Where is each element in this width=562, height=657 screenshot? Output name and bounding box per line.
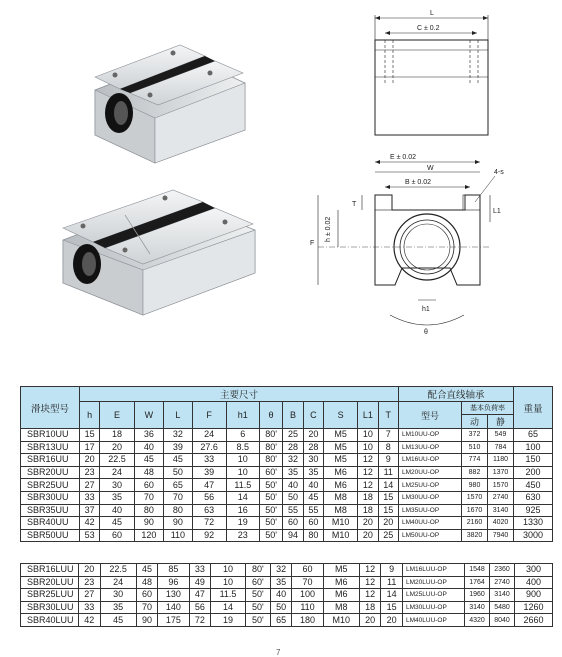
table-cell: 20 — [359, 614, 381, 627]
table-cell: 10 — [226, 466, 259, 479]
table-cell: 15 — [378, 491, 398, 504]
table-cell: 1960 — [465, 589, 490, 602]
page-number: 7 — [276, 648, 281, 657]
table-cell: 80 — [134, 504, 164, 517]
table-cell: 35 — [100, 491, 134, 504]
table-row — [21, 576, 553, 589]
table-row — [21, 454, 553, 467]
table-cell: 774 — [462, 454, 488, 467]
table-cell: M8 — [323, 601, 359, 614]
table-row — [21, 517, 553, 530]
table-cell: 1570 — [462, 491, 488, 504]
table-cell: 70 — [164, 491, 192, 504]
table-cell: 50' — [245, 614, 270, 627]
table-cell: 3140 — [490, 589, 515, 602]
table-cell: SBR13UU — [21, 441, 80, 454]
col-S: S — [324, 402, 358, 429]
table-cell: 11.5 — [226, 479, 259, 492]
table-cell: 2740 — [490, 576, 515, 589]
table-cell: 45 — [100, 614, 136, 627]
table-cell: 35 — [303, 466, 323, 479]
dim-L1-label: L1 — [493, 208, 501, 215]
table-cell: 1260 — [515, 601, 553, 614]
dim-h-label: h ± 0.02 — [325, 216, 332, 242]
table-cell: 1330 — [514, 517, 553, 530]
table-cell: LM13UU-OP — [399, 441, 462, 454]
table-cell: 24 — [192, 429, 226, 442]
table-cell: 32 — [283, 454, 303, 467]
table-cell: 450 — [514, 479, 553, 492]
table-cell: 9 — [378, 454, 398, 467]
table-cell: 14 — [378, 479, 398, 492]
col-E: E — [100, 402, 134, 429]
table-row — [21, 601, 553, 614]
table-row — [21, 504, 553, 517]
col-T: T — [378, 402, 398, 429]
table-cell: 70 — [292, 576, 323, 589]
dim-S-label: 4-s — [494, 169, 504, 176]
table-cell: 15 — [381, 601, 403, 614]
table-cell: 24 — [100, 466, 134, 479]
table-cell: 92 — [192, 529, 226, 542]
table-cell: 80 — [164, 504, 192, 517]
table-cell: 27 — [80, 479, 100, 492]
table-cell: 50 — [283, 491, 303, 504]
table-cell: 3820 — [462, 529, 488, 542]
col-bearing-model: 型号 — [399, 402, 462, 429]
table-cell: 90 — [164, 517, 192, 530]
table-cell: 80' — [259, 454, 283, 467]
table-cell: 33 — [189, 564, 211, 577]
front-view-drawing — [300, 150, 530, 340]
table-cell: 80 — [303, 529, 323, 542]
table-cell: 90 — [136, 614, 158, 627]
col-h1: h1 — [226, 402, 259, 429]
table-cell: 22.5 — [100, 564, 136, 577]
table-cell: 3140 — [465, 601, 490, 614]
table-cell: 45 — [303, 491, 323, 504]
table-cell: 27.6 — [192, 441, 226, 454]
table-cell: 1180 — [488, 454, 514, 467]
table-cell: LM30LUU-OP — [403, 601, 465, 614]
table-cell: 12 — [358, 454, 378, 467]
table-cell: 18 — [358, 504, 378, 517]
table-cell: LM40LUU-OP — [403, 614, 465, 627]
dim-W-label: W — [427, 165, 434, 172]
table-cell: 25 — [283, 429, 303, 442]
table-cell: 56 — [189, 601, 211, 614]
table-cell: 12 — [358, 466, 378, 479]
table-cell: M6 — [324, 466, 358, 479]
table-cell: 32 — [164, 429, 192, 442]
table-cell: 49 — [189, 576, 211, 589]
table-cell: 180 — [292, 614, 323, 627]
table-cell: 1670 — [462, 504, 488, 517]
dim-E-label: E ± 0.02 — [390, 154, 417, 161]
table-row — [21, 589, 553, 602]
table-cell: 65 — [164, 479, 192, 492]
table-cell: 14 — [211, 601, 246, 614]
table-cell: 40 — [270, 589, 292, 602]
col-main-dims-header: 主要尺寸 — [80, 387, 399, 402]
table-cell: 16 — [226, 504, 259, 517]
table-cell: 20 — [79, 564, 101, 577]
table-cell: 7940 — [488, 529, 514, 542]
table-cell: 900 — [515, 589, 553, 602]
table-cell: 60' — [259, 466, 283, 479]
table-cell: 175 — [158, 614, 189, 627]
table-cell: 510 — [462, 441, 488, 454]
table-cell: 11 — [378, 466, 398, 479]
table-cell: 70 — [134, 491, 164, 504]
table-row — [21, 491, 553, 504]
table-cell: 130 — [158, 589, 189, 602]
table-cell: 47 — [189, 589, 211, 602]
table-row — [21, 429, 553, 442]
table-cell: LM16LUU-OP — [403, 564, 465, 577]
table-cell: 200 — [514, 466, 553, 479]
table-cell: 25 — [378, 529, 398, 542]
table-cell: 24 — [100, 576, 136, 589]
table-cell: 72 — [192, 517, 226, 530]
table-cell: 20 — [80, 454, 100, 467]
table-cell: 372 — [462, 429, 488, 442]
table-cell: 5480 — [490, 601, 515, 614]
table-cell: 50 — [164, 466, 192, 479]
table-cell: LM50UU-OP — [399, 529, 462, 542]
table-cell: 2660 — [515, 614, 553, 627]
dim-T-label: T — [352, 201, 357, 208]
table-cell: 39 — [192, 466, 226, 479]
table-cell: 60 — [136, 589, 158, 602]
table-cell: LM35UU-OP — [399, 504, 462, 517]
dim-C-label: C ± 0.2 — [417, 25, 440, 32]
table-cell: 55 — [303, 504, 323, 517]
table-cell: 65 — [514, 429, 553, 442]
table-row — [21, 479, 553, 492]
table-cell: 80' — [259, 429, 283, 442]
table-cell: 94 — [283, 529, 303, 542]
spec-table-luu — [20, 563, 553, 627]
table-cell: M10 — [323, 614, 359, 627]
table-cell: 100 — [514, 441, 553, 454]
table-cell: M5 — [323, 564, 359, 577]
table-cell: 4020 — [488, 517, 514, 530]
table-cell: 120 — [134, 529, 164, 542]
table-cell: 19 — [226, 517, 259, 530]
table-cell: 1570 — [488, 479, 514, 492]
table-cell: 63 — [192, 504, 226, 517]
table-cell: LM25LUU-OP — [403, 589, 465, 602]
table-cell: 12 — [359, 589, 381, 602]
table-cell: 15 — [80, 429, 100, 442]
table-cell: SBR16UU — [21, 454, 80, 467]
table-cell: 60 — [292, 564, 323, 577]
table-cell: M8 — [324, 491, 358, 504]
table-cell: 400 — [515, 576, 553, 589]
table-cell: 882 — [462, 466, 488, 479]
table-cell: 980 — [462, 479, 488, 492]
table-cell: SBR30UU — [21, 491, 80, 504]
table-cell: 6 — [226, 429, 259, 442]
table-cell: 50' — [245, 589, 270, 602]
table-cell: 300 — [515, 564, 553, 577]
table-cell: M5 — [324, 429, 358, 442]
table-cell: 10 — [226, 454, 259, 467]
table-cell: 60 — [134, 479, 164, 492]
table-cell: 18 — [358, 491, 378, 504]
table-cell: 50' — [259, 529, 283, 542]
table-cell: 784 — [488, 441, 514, 454]
table-cell: M6 — [324, 479, 358, 492]
table-cell: M5 — [324, 441, 358, 454]
table-cell: 28 — [303, 441, 323, 454]
table-cell: 35 — [283, 466, 303, 479]
table-cell: 65 — [270, 614, 292, 627]
table-cell: 60 — [303, 517, 323, 530]
table-cell: 110 — [292, 601, 323, 614]
col-F: F — [192, 402, 226, 429]
table-cell: 1764 — [465, 576, 490, 589]
table-cell: 8.5 — [226, 441, 259, 454]
table-cell: SBR20UU — [21, 466, 80, 479]
dim-L-label: L — [430, 10, 434, 17]
table-cell: 549 — [488, 429, 514, 442]
table-cell: 33 — [79, 601, 101, 614]
table-cell: 47 — [192, 479, 226, 492]
table-cell: 60 — [283, 517, 303, 530]
table-cell: 42 — [79, 614, 101, 627]
table-cell: 32 — [270, 564, 292, 577]
table-cell: SBR40UU — [21, 517, 80, 530]
table-cell: 150 — [514, 454, 553, 467]
table-cell: 37 — [80, 504, 100, 517]
table-cell: 14 — [381, 589, 403, 602]
table-cell: 35 — [100, 601, 136, 614]
table-cell: 50 — [270, 601, 292, 614]
table-cell: 15 — [378, 504, 398, 517]
dim-theta-label: θ — [424, 329, 428, 336]
table-cell: 23 — [80, 466, 100, 479]
table-cell: 35 — [270, 576, 292, 589]
table-cell: 100 — [292, 589, 323, 602]
table-cell: 40 — [100, 504, 134, 517]
table-cell: 7 — [378, 429, 398, 442]
table-cell: 60' — [245, 576, 270, 589]
table-cell: 20 — [303, 429, 323, 442]
table-cell: 925 — [514, 504, 553, 517]
table-cell: 18 — [359, 601, 381, 614]
table-cell: 10 — [211, 576, 246, 589]
table-cell: 140 — [158, 601, 189, 614]
table-cell: 30 — [100, 589, 136, 602]
table-cell: 85 — [158, 564, 189, 577]
table-cell: 33 — [192, 454, 226, 467]
table-cell: LM40UU-OP — [399, 517, 462, 530]
col-theta: θ — [259, 402, 283, 429]
table-cell: 2160 — [462, 517, 488, 530]
table-cell: 23 — [226, 529, 259, 542]
spec-table-uu — [20, 386, 553, 542]
table-cell: 50' — [259, 504, 283, 517]
table-cell: 50' — [259, 491, 283, 504]
col-model-header: 滑块型号 — [21, 387, 80, 429]
table-cell: 55 — [283, 504, 303, 517]
table-cell: 56 — [192, 491, 226, 504]
table-cell: 45 — [100, 517, 134, 530]
table-cell: 18 — [100, 429, 134, 442]
table-cell: 20 — [100, 441, 134, 454]
table-cell: LM25UU-OP — [399, 479, 462, 492]
table-cell: 28 — [283, 441, 303, 454]
table-cell: 8040 — [490, 614, 515, 627]
dim-h1-label: h1 — [422, 306, 430, 313]
table-cell: LM20UU-OP — [399, 466, 462, 479]
col-static: 静 — [488, 415, 514, 429]
table-cell: 20 — [358, 517, 378, 530]
table-cell: 2360 — [490, 564, 515, 577]
table-cell: 40 — [134, 441, 164, 454]
table-cell: 50' — [259, 479, 283, 492]
table-cell: 42 — [80, 517, 100, 530]
table-cell: SBR30LUU — [21, 601, 79, 614]
table-cell: M6 — [323, 576, 359, 589]
table-cell: 110 — [164, 529, 192, 542]
table-cell: M10 — [324, 529, 358, 542]
table-cell: 90 — [134, 517, 164, 530]
table-cell: 9 — [381, 564, 403, 577]
table-cell: LM16UU-OP — [399, 454, 462, 467]
table-cell: SBR20LUU — [21, 576, 79, 589]
col-dynamic: 动 — [462, 415, 488, 429]
table-cell: 20 — [358, 529, 378, 542]
table-cell: 17 — [80, 441, 100, 454]
table-cell: 45 — [134, 454, 164, 467]
col-basic-load: 基本负荷率 — [462, 402, 514, 415]
col-bearing-header: 配合直线轴承 — [399, 387, 514, 402]
table-cell: 96 — [158, 576, 189, 589]
side-view-drawing — [355, 5, 510, 150]
table-cell: SBR16LUU — [21, 564, 79, 577]
dim-B-label: B ± 0.02 — [405, 179, 432, 186]
table-cell: 12 — [358, 479, 378, 492]
table-cell: M5 — [324, 454, 358, 467]
table-cell: 45 — [164, 454, 192, 467]
table-cell: 12 — [359, 576, 381, 589]
table-cell: 40 — [303, 479, 323, 492]
table-cell: 3140 — [488, 504, 514, 517]
table-cell: 11.5 — [211, 589, 246, 602]
product-photo-short-block — [75, 35, 250, 165]
dim-F-label: F — [310, 240, 315, 247]
table-cell: 1548 — [465, 564, 490, 577]
table-row — [21, 564, 553, 577]
table-cell: 2740 — [488, 491, 514, 504]
table-row — [21, 614, 553, 627]
table-cell: M6 — [323, 589, 359, 602]
table-cell: 60 — [100, 529, 134, 542]
table-cell: 50' — [245, 601, 270, 614]
table-cell: 3000 — [514, 529, 553, 542]
col-W: W — [134, 402, 164, 429]
table-cell: 80' — [245, 564, 270, 577]
table-cell: 20 — [378, 517, 398, 530]
table-cell: M10 — [324, 517, 358, 530]
table-cell: 72 — [189, 614, 211, 627]
table-cell: 48 — [136, 576, 158, 589]
product-photo-long-block — [55, 188, 260, 318]
table-cell: 30 — [100, 479, 134, 492]
table-cell: 1370 — [488, 466, 514, 479]
table-cell: 27 — [79, 589, 101, 602]
table-cell: 33 — [80, 491, 100, 504]
table-cell: 4320 — [465, 614, 490, 627]
table-row — [21, 529, 553, 542]
table-cell: 10 — [211, 564, 246, 577]
col-B: B — [283, 402, 303, 429]
table-cell: 630 — [514, 491, 553, 504]
col-h: h — [80, 402, 100, 429]
table-cell: 14 — [226, 491, 259, 504]
table-cell: 10 — [358, 429, 378, 442]
table-cell: LM10UU-OP — [399, 429, 462, 442]
table-cell: M8 — [324, 504, 358, 517]
table-row — [21, 441, 553, 454]
table-cell: 22.5 — [100, 454, 134, 467]
table-cell: 80' — [259, 441, 283, 454]
table-cell: 8 — [378, 441, 398, 454]
table-cell: 12 — [359, 564, 381, 577]
table-cell: 48 — [134, 466, 164, 479]
table-cell: LM30UU-OP — [399, 491, 462, 504]
table-cell: SBR25LUU — [21, 589, 79, 602]
table-cell: 50' — [259, 517, 283, 530]
table-cell: SBR50UU — [21, 529, 80, 542]
table-cell: 30 — [303, 454, 323, 467]
table-cell: LM20LUU-OP — [403, 576, 465, 589]
col-C: C — [303, 402, 323, 429]
table-cell: 10 — [358, 441, 378, 454]
table-cell: 40 — [283, 479, 303, 492]
table-cell: SBR10UU — [21, 429, 80, 442]
table-cell: 19 — [211, 614, 246, 627]
col-L1: L1 — [358, 402, 378, 429]
table-cell: 20 — [381, 614, 403, 627]
table-cell: SBR25UU — [21, 479, 80, 492]
table-cell: 23 — [79, 576, 101, 589]
table-cell: 53 — [80, 529, 100, 542]
table-cell: 39 — [164, 441, 192, 454]
table-cell: SBR40LUU — [21, 614, 79, 627]
table-cell: SBR35UU — [21, 504, 80, 517]
table-cell: 36 — [134, 429, 164, 442]
table-cell: 70 — [136, 601, 158, 614]
table-cell: 45 — [136, 564, 158, 577]
table-cell: 11 — [381, 576, 403, 589]
col-weight-header: 重量 — [514, 387, 553, 429]
col-L: L — [164, 402, 192, 429]
table-row — [21, 466, 553, 479]
